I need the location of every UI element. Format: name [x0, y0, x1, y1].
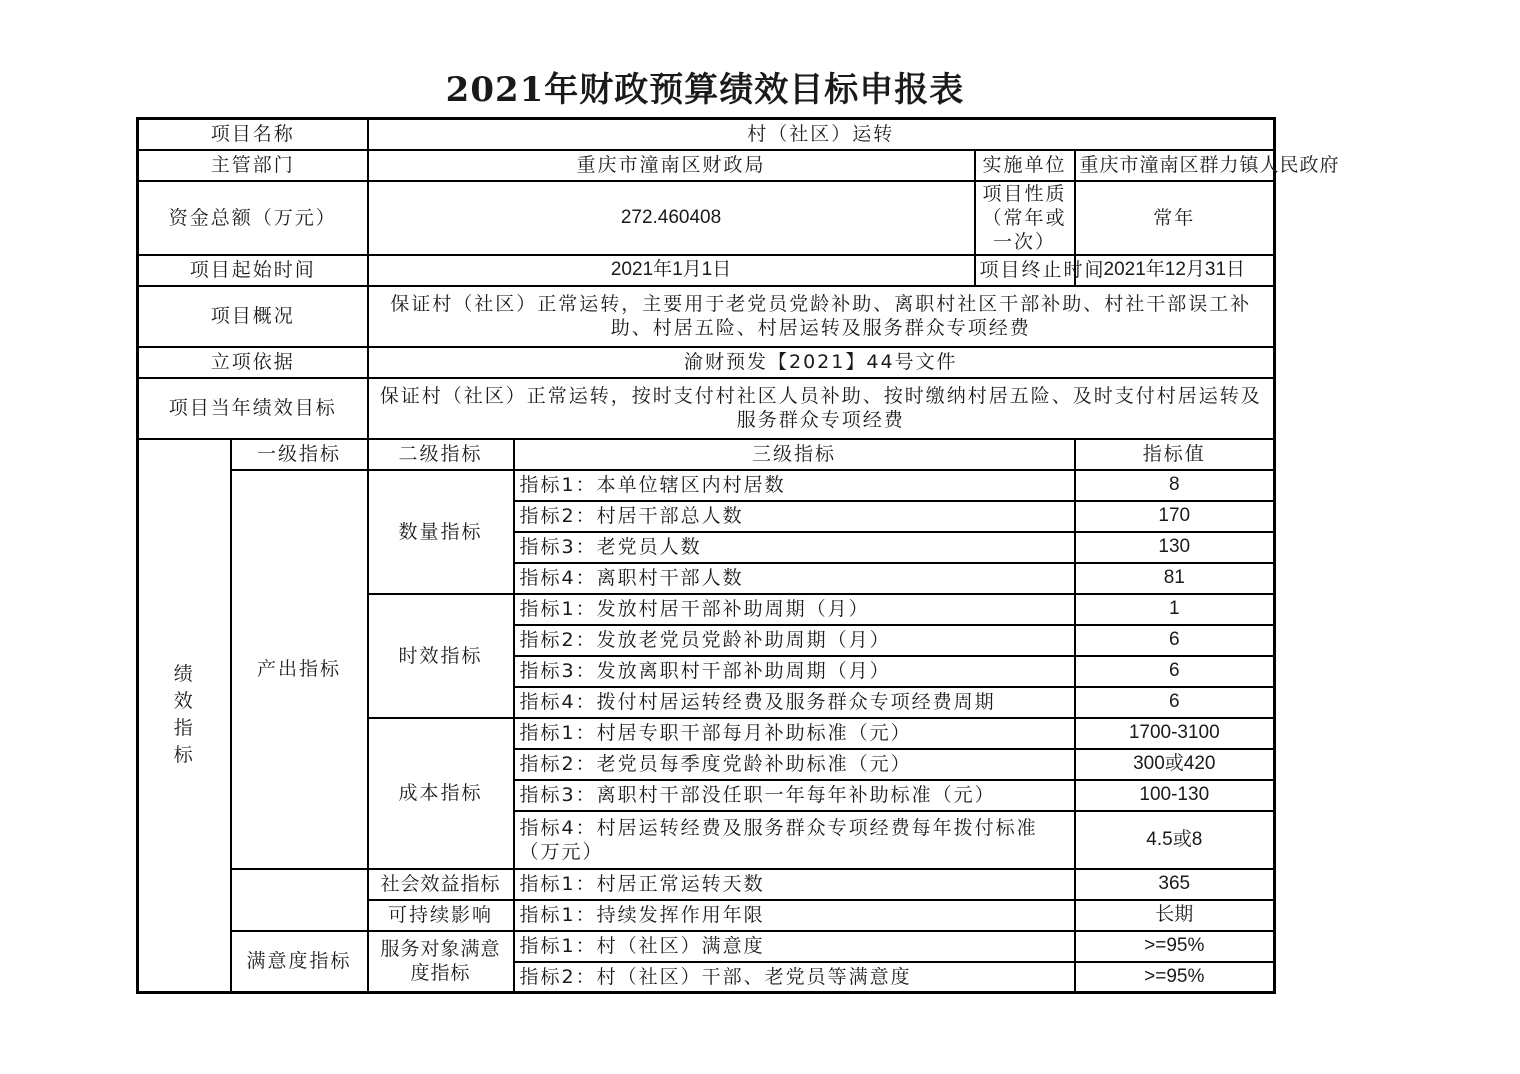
row-period — [138, 255, 1275, 286]
impl-label: 实施单位 — [975, 150, 1075, 181]
header-value: 指标值 — [1075, 439, 1275, 470]
row-department — [138, 150, 1275, 181]
indicator-name: 指标3：发放离职村干部补助周期（月） — [514, 656, 1075, 687]
cost-indicator-label: 成本指标 — [368, 718, 514, 869]
indicator-value: 300或420 — [1075, 749, 1275, 780]
indicator-value: 81 — [1075, 563, 1275, 594]
dept-label: 主管部门 — [138, 150, 368, 181]
table-row — [138, 931, 1275, 962]
fund-value: 272.460408 — [368, 181, 975, 255]
header-level3: 三级指标 — [514, 439, 1075, 470]
goal-value: 保证村（社区）正常运转，按时支付村社区人员补助、按时缴纳村居五险、及时支付村居运转及服务群众专项经费 — [368, 378, 1275, 439]
indicator-name: 指标1：村居正常运转天数 — [514, 869, 1075, 900]
indicator-value: 365 — [1075, 869, 1275, 900]
satisfaction-sub-label: 服务对象满意度指标 — [368, 931, 514, 993]
row-overview — [138, 286, 1275, 347]
end-value: 2021年12月31日 — [1075, 255, 1275, 286]
indicator-name: 指标1：本单位辖区内村居数 — [514, 470, 1075, 501]
indicator-name: 指标2：老党员每季度党龄补助标准（元） — [514, 749, 1075, 780]
page-title: 2021年财政预算绩效目标申报表 — [445, 70, 965, 110]
overview-value: 保证村（社区）正常运转，主要用于老党员党龄补助、离职村社区干部补助、村社干部误工补助、村居五险、村居运转及服务群众专项经费 — [368, 286, 1275, 347]
project-name-value: 村（社区）运转 — [368, 119, 1275, 150]
impl-value: 重庆市潼南区群力镇人民政府 — [1075, 150, 1275, 181]
indicator-name: 指标1：村居专职干部每月补助标准（元） — [514, 718, 1075, 749]
table-row — [138, 470, 1275, 501]
dept-value: 重庆市潼南区财政局 — [368, 150, 975, 181]
budget-performance-table — [136, 117, 1340, 994]
social-indicator-label: 社会效益指标 — [368, 869, 514, 900]
nature-label: 项目性质（常年或一次） — [975, 181, 1075, 255]
output-indicator-label: 产出指标 — [231, 470, 368, 869]
indicator-name: 指标2：发放老党员党龄补助周期（月） — [514, 625, 1075, 656]
project-name-label: 项目名称 — [138, 119, 368, 150]
indicator-value: 1700-3100 — [1075, 718, 1275, 749]
indicator-name: 指标3：离职村干部没任职一年每年补助标准（元） — [514, 780, 1075, 811]
quantity-indicator-label: 数量指标 — [368, 470, 514, 594]
effect-indicator-blank — [231, 869, 368, 931]
overview-label: 项目概况 — [138, 286, 368, 347]
indicator-name: 指标3：老党员人数 — [514, 532, 1075, 563]
fund-label: 资金总额（万元） — [138, 181, 368, 255]
indicator-value: 长期 — [1075, 900, 1275, 931]
table-row — [138, 869, 1275, 900]
timeliness-indicator-label: 时效指标 — [368, 594, 514, 718]
indicator-name: 指标4：拨付村居运转经费及服务群众专项经费周期 — [514, 687, 1075, 718]
indicator-name: 指标1：发放村居干部补助周期（月） — [514, 594, 1075, 625]
indicator-name: 指标2：村居干部总人数 — [514, 501, 1075, 532]
indicator-value: 6 — [1075, 625, 1275, 656]
indicator-value: 6 — [1075, 656, 1275, 687]
indicator-value: 6 — [1075, 687, 1275, 718]
indicator-value: 170 — [1075, 501, 1275, 532]
indicator-value: 100-130 — [1075, 780, 1275, 811]
row-fund — [138, 181, 1275, 255]
indicator-name: 指标4：离职村干部人数 — [514, 563, 1075, 594]
satisfaction-indicator-label: 满意度指标 — [231, 931, 368, 993]
start-value: 2021年1月1日 — [368, 255, 975, 286]
indicator-value: 8 — [1075, 470, 1275, 501]
sustain-indicator-label: 可持续影响 — [368, 900, 514, 931]
header-level1: 一级指标 — [231, 439, 368, 470]
indicator-name: 指标2：村（社区）干部、老党员等满意度 — [514, 962, 1075, 993]
row-basis — [138, 347, 1275, 378]
indicator-name: 指标1：持续发挥作用年限 — [514, 900, 1075, 931]
indicators-section-text: 绩效指标 — [173, 663, 195, 767]
indicators-section-label — [138, 439, 231, 993]
basis-label: 立项依据 — [138, 347, 368, 378]
end-label: 项目终止时间 — [975, 255, 1075, 286]
row-goal — [138, 378, 1275, 439]
indicator-value: 4.5或8 — [1075, 811, 1275, 869]
indicator-value: 130 — [1075, 532, 1275, 563]
indicator-value: >=95% — [1075, 962, 1275, 993]
goal-label: 项目当年绩效目标 — [138, 378, 368, 439]
indicator-value: >=95% — [1075, 931, 1275, 962]
header-level2: 二级指标 — [368, 439, 514, 470]
nature-value: 常年 — [1075, 181, 1275, 255]
row-indicator-header — [138, 439, 1275, 470]
indicator-value: 1 — [1075, 594, 1275, 625]
start-label: 项目起始时间 — [138, 255, 368, 286]
basis-value: 渝财预发【2021】44号文件 — [368, 347, 1275, 378]
indicator-name: 指标1：村（社区）满意度 — [514, 931, 1075, 962]
row-project-name — [138, 119, 1275, 150]
indicator-name: 指标4：村居运转经费及服务群众专项经费每年拨付标准（万元） — [514, 811, 1075, 869]
